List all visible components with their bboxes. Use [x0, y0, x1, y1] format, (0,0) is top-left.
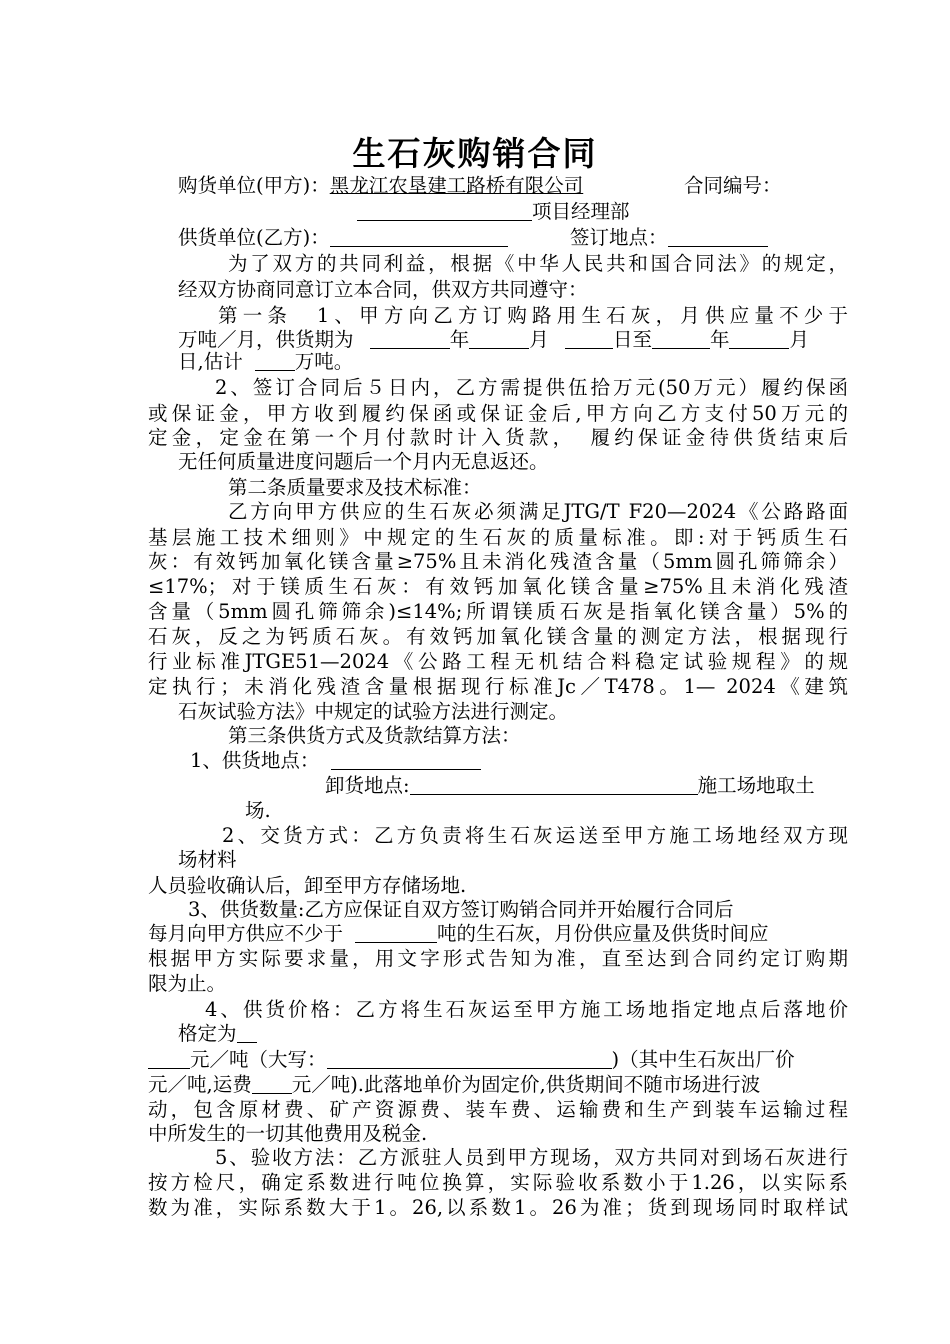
buyer-dept-line — [357, 199, 630, 225]
delivery-place-blank — [331, 749, 481, 770]
price-line — [178, 1021, 257, 1047]
text-line: 场材料 — [178, 848, 237, 871]
text-line: ≤17%；对于镁质生石灰：有效钙加氧化镁含量≥75%且未消化残渣 — [148, 575, 848, 598]
text-line: 5、验收方法：乙方派驻人员到甲方现场，双方共同对到场石灰进行 — [215, 1146, 848, 1169]
text-span: )（其中生石灰出厂价 — [611, 1048, 795, 1071]
year-blank — [652, 328, 710, 349]
text-span: 吨的生石灰，月份供应量及供货时间应 — [437, 922, 769, 945]
delivery-place-line — [190, 748, 481, 774]
text-line: 基层施工技术细则》中规定的生石灰的质量标准。即:对于钙质生石 — [148, 526, 848, 549]
supplier-blank — [330, 226, 508, 247]
text-line: 无任何质量进度问题后一个月内无息返还。 — [178, 450, 549, 473]
text-span: 元／吨).此落地单价为固定价,供货期间不随市场进行波 — [291, 1073, 761, 1096]
text-line: 4、供货价格：乙方将生石灰运至甲方施工场地指定地点后落地价 — [205, 998, 848, 1021]
month-blank — [469, 328, 529, 349]
day-blank — [565, 328, 613, 349]
text-line: 石灰，反之为钙质石灰。有效钙加氧化镁含量的测定方法，根据现行 — [148, 625, 848, 648]
text-span: 元／吨,运费 — [148, 1073, 252, 1096]
price-upper-line — [148, 1047, 848, 1073]
freight-blank — [252, 1073, 292, 1094]
freight-line — [148, 1072, 848, 1098]
text-line: 中所发生的一切其他费用及税金. — [148, 1122, 428, 1145]
unload-place-blank — [410, 774, 698, 795]
estimate-line — [178, 349, 353, 375]
text-line: 石灰试验方法》中规定的试验方法进行测定。 — [178, 700, 569, 723]
text-span: 万吨／月，供货期为 — [178, 328, 354, 351]
text-span: 年 — [709, 328, 730, 351]
buyer-dept: 项目经理部 — [532, 200, 630, 223]
unload-place-line — [325, 773, 848, 799]
text-line: 场. — [245, 799, 271, 822]
quantity-line — [148, 921, 848, 947]
sign-place-line — [570, 225, 768, 251]
text-line: 数为准，实际系数大于1。26,以系数1。26为准；货到现场同时取样试 — [148, 1196, 848, 1219]
year-blank — [370, 328, 450, 349]
text-line: 按方检尺，确定系数进行吨位换算，实际验收系数小于1.26，以实际系 — [148, 1171, 848, 1194]
text-span: 月 — [789, 328, 809, 351]
text-line: 行业标准JTGE51—2024《公路工程无机结合料稳定试验规程》的规 — [148, 650, 848, 673]
supplier-label: 供货单位(乙方)： — [178, 226, 330, 249]
text-line: 或保证金，甲方收到履约保函或保证金后,甲方向乙方支付50万元的 — [148, 402, 848, 425]
text-line: 人员验收确认后，卸至甲方存储场地. — [148, 874, 467, 897]
buyer-name: 黑龙江农垦建工路桥有限公司 — [329, 174, 584, 197]
text-line: 限为止。 — [148, 972, 227, 995]
buyer-line — [178, 173, 591, 199]
text-line: 经双方协商同意订立本合同，供双方共同遵守： — [178, 278, 588, 301]
text-line: 3、供货数量:乙方应保证自双方签订购销合同并开始履行合同后 — [188, 898, 734, 921]
text-span: 施工场地取土 — [697, 774, 815, 797]
text-span: 元／吨（大写： — [190, 1048, 327, 1071]
text-line: 第一条 1、甲方向乙方订购路用生石灰，月供应量不少于 — [218, 304, 848, 327]
text-span: 1、供货地点： — [190, 749, 320, 772]
text-span: 格定为 — [178, 1022, 237, 1045]
text-line: 动，包含原材费、矿产资源费、装车费、运输费和生产到装车运输过程 — [148, 1098, 848, 1121]
text-line: 2、签订合同后５日内，乙方需提供伍拾万元(50万元）履约保函 — [215, 376, 848, 399]
price-blank — [148, 1048, 190, 1069]
estimate-blank — [255, 350, 295, 371]
price-blank — [237, 1022, 257, 1043]
text-line: 2、交货方式：乙方负责将生石灰运送至甲方施工场地经双方现 — [222, 824, 848, 847]
text-line: 根据甲方实际要求量，用文字形式告知为准，直至达到合同约定订购期 — [148, 947, 848, 970]
supplier-line — [178, 225, 508, 251]
text-span: 日,估计 — [178, 350, 243, 373]
price-upper-blank — [327, 1048, 612, 1069]
text-span: 月 — [529, 328, 549, 351]
text-span: 年 — [449, 328, 470, 351]
text-span: 日至 — [612, 328, 652, 351]
blank-field — [357, 200, 532, 221]
text-line: 灰：有效钙加氧化镁含量≥75%且未消化残渣含量（5mm圆孔筛筛余） — [148, 550, 848, 573]
sign-place-label: 签订地点： — [570, 226, 668, 249]
sign-place-blank — [668, 226, 768, 247]
text-span: 万吨。 — [294, 350, 354, 373]
text-span: 每月向甲方供应不少于 — [148, 922, 344, 945]
section-heading: 第三条供货方式及货款结算方法： — [228, 724, 521, 747]
text-span: 卸货地点: — [325, 774, 410, 797]
text-line: 含量（5mm圆孔筛筛余)≤14%;所谓镁质石灰是指氧化镁含量）5%的 — [148, 600, 848, 623]
text-line: 为了双方的共同利益，根据《中华人民共和国合同法》的规定， — [228, 252, 848, 275]
quantity-blank — [355, 922, 437, 943]
section-heading: 第二条质量要求及技术标准： — [228, 476, 482, 499]
buyer-label: 购货单位(甲方)： — [178, 174, 330, 197]
text-line: 定执行；未消化残渣含量根据现行标准Jc／T478。1— 2024《建筑 — [148, 675, 848, 698]
month-blank — [729, 328, 789, 349]
contract-no-label: 合同编号： — [684, 174, 782, 197]
text-line: 定金，定金在第一个月付款时计入货款， 履约保证金待供货结束后 — [148, 426, 848, 449]
document-title: 生石灰购销合同 — [352, 134, 598, 173]
text-line: 乙方向甲方供应的生石灰必须满足JTG/T F20—2024《公路路面 — [228, 500, 848, 523]
